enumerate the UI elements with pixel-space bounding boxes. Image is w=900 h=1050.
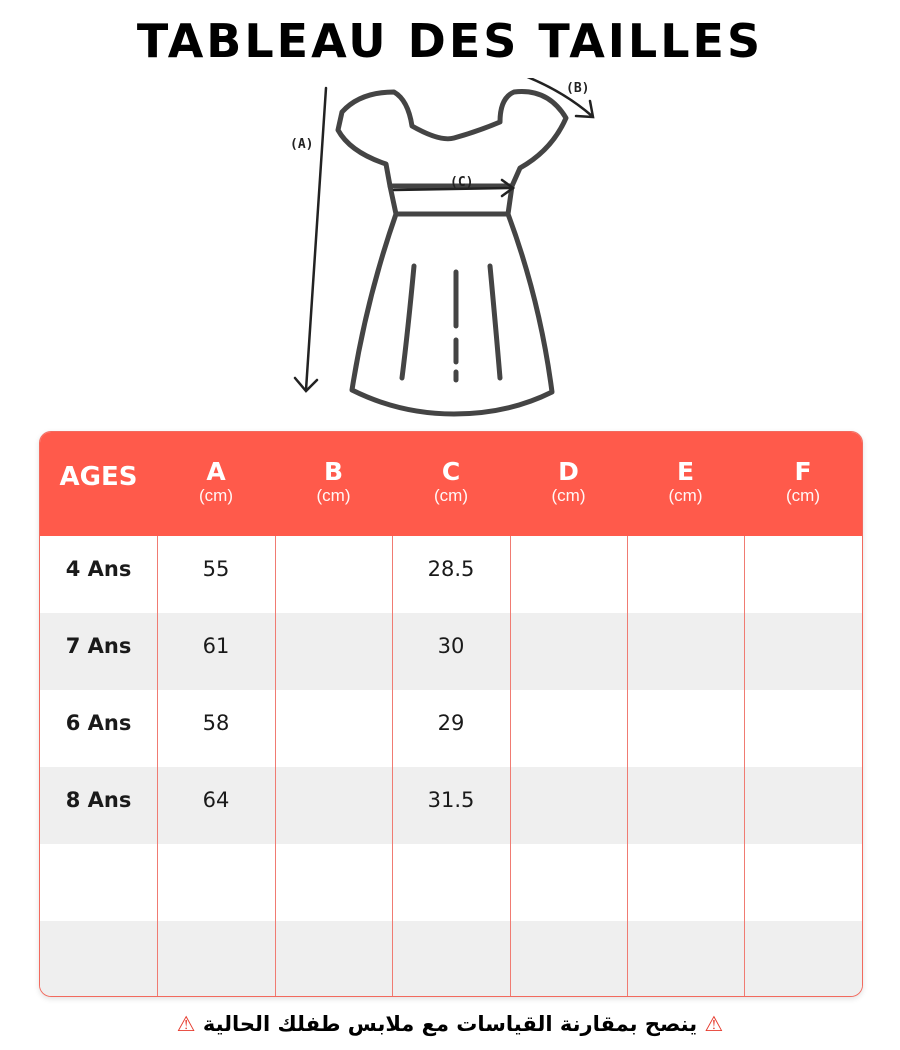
age-cell: 4 Ans [65,557,132,581]
header-col-b [275,432,392,536]
header-col-d [510,432,627,536]
header-unit: (cm) [551,486,586,505]
value-cell [157,921,275,997]
value-cell [627,613,744,690]
header-letter: D [558,457,579,486]
header-letter: A [206,457,226,486]
value-cell [627,690,744,767]
page-title: TABLEAU DES TAILLES [136,14,764,68]
header-col-e [627,432,744,536]
header-letter: E [676,457,695,486]
value-cell: 30 [437,634,465,658]
header-unit: (cm) [316,486,351,505]
age-cell: 6 Ans [65,711,132,735]
value-cell [510,613,627,690]
value-cell [627,767,744,844]
dress-diagram [280,78,620,423]
column-divider [744,536,745,996]
value-cell [510,690,627,767]
value-cell [744,844,862,921]
size-table [39,431,863,997]
value-cell [275,921,392,997]
value-cell: 31.5 [427,788,475,812]
value-cell [510,767,627,844]
header-unit: (cm) [434,486,468,505]
value-cell [392,844,510,921]
value-cell: 58 [202,711,230,735]
column-divider [157,536,158,996]
header-letter: C [441,457,461,486]
value-cell [744,767,862,844]
header-ages [40,432,157,536]
label-c: (C) [450,175,474,190]
header-col-f [744,432,862,536]
column-divider [275,536,276,996]
header-col-c [392,432,510,536]
value-cell [510,921,627,997]
value-cell [744,690,862,767]
label-b: (B) [566,81,590,96]
value-cell [744,613,862,690]
age-cell: 7 Ans [65,634,132,658]
age-cell [40,844,157,921]
dress-outline-icon [338,92,566,414]
column-divider [510,536,511,996]
value-cell [157,844,275,921]
value-cell [275,690,392,767]
table-row [40,536,862,613]
value-cell [275,844,392,921]
advice-text: ينصح بمقارنة القياسات مع ملابس طفلك الحالية [202,1012,698,1036]
value-cell: 29 [437,711,465,735]
value-cell: 64 [202,788,230,812]
value-cell: 61 [202,634,230,658]
value-cell [275,536,392,613]
advice-footer [0,1012,900,1036]
header-unit: (cm) [786,486,820,505]
value-cell [627,536,744,613]
header-unit: (cm) [668,486,703,505]
age-cell: 8 Ans [65,788,132,812]
table-row [40,921,862,997]
value-cell [275,613,392,690]
header-col-a [157,432,275,536]
column-divider [392,536,393,996]
value-cell [510,536,627,613]
header-unit: (cm) [199,486,233,505]
column-divider [627,536,628,996]
table-header [40,432,862,536]
value-cell [392,921,510,997]
value-cell: 28.5 [427,557,475,581]
table-row [40,767,862,844]
header-letter: AGES [59,462,138,492]
value-cell [510,844,627,921]
table-row [40,690,862,767]
value-cell [744,536,862,613]
age-cell [40,921,157,997]
header-letter: B [323,457,344,486]
measure-a-arrow [295,88,326,391]
table-row [40,613,862,690]
value-cell [275,767,392,844]
header-letter: F [794,457,812,486]
warning-icon: ⚠ [176,1012,196,1036]
table-row [40,844,862,921]
label-a: (A) [290,137,314,152]
value-cell [627,921,744,997]
warning-icon: ⚠ [704,1012,724,1036]
value-cell [744,921,862,997]
value-cell: 55 [202,557,230,581]
value-cell [627,844,744,921]
